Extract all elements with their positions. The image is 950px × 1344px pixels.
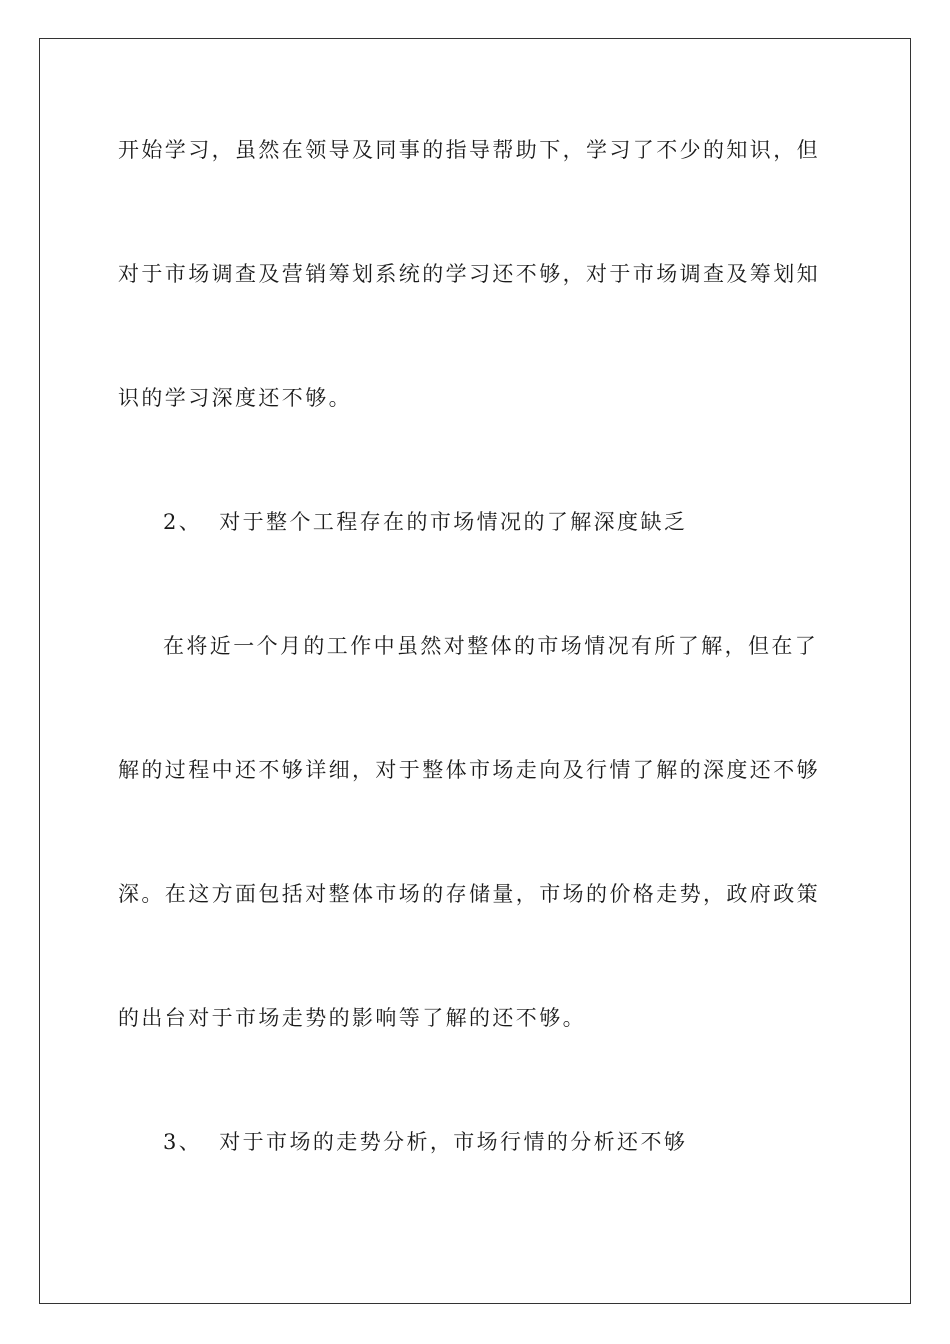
section-number: 2、 <box>163 510 203 534</box>
body-text-line: 开始学习，虽然在领导及同事的指导帮助下，学习了不少的知识，但 <box>118 138 820 162</box>
body-text-line: 对于市场调查及营销筹划系统的学习还不够，对于市场调查及筹划知 <box>118 262 820 286</box>
section-heading-2 <box>163 508 687 536</box>
body-text-line: 深。在这方面包括对整体市场的存储量，市场的价格走势，政府政策 <box>118 882 820 906</box>
section-number: 3、 <box>163 1130 203 1154</box>
section-title: 对于整个工程存在的市场情况的了解深度缺乏 <box>219 510 688 534</box>
body-text-line: 在将近一个月的工作中虽然对整体的市场情况有所了解，但在了 <box>163 634 819 658</box>
page-border <box>39 38 911 1304</box>
section-heading-3 <box>163 1128 687 1156</box>
body-text-line: 识的学习深度还不够。 <box>118 386 352 410</box>
section-title: 对于市场的走势分析，市场行情的分析还不够 <box>219 1130 688 1154</box>
body-text-line: 解的过程中还不够详细，对于整体市场走向及行情了解的深度还不够 <box>118 758 820 782</box>
body-text-line: 的出台对于市场走势的影响等了解的还不够。 <box>118 1006 586 1030</box>
